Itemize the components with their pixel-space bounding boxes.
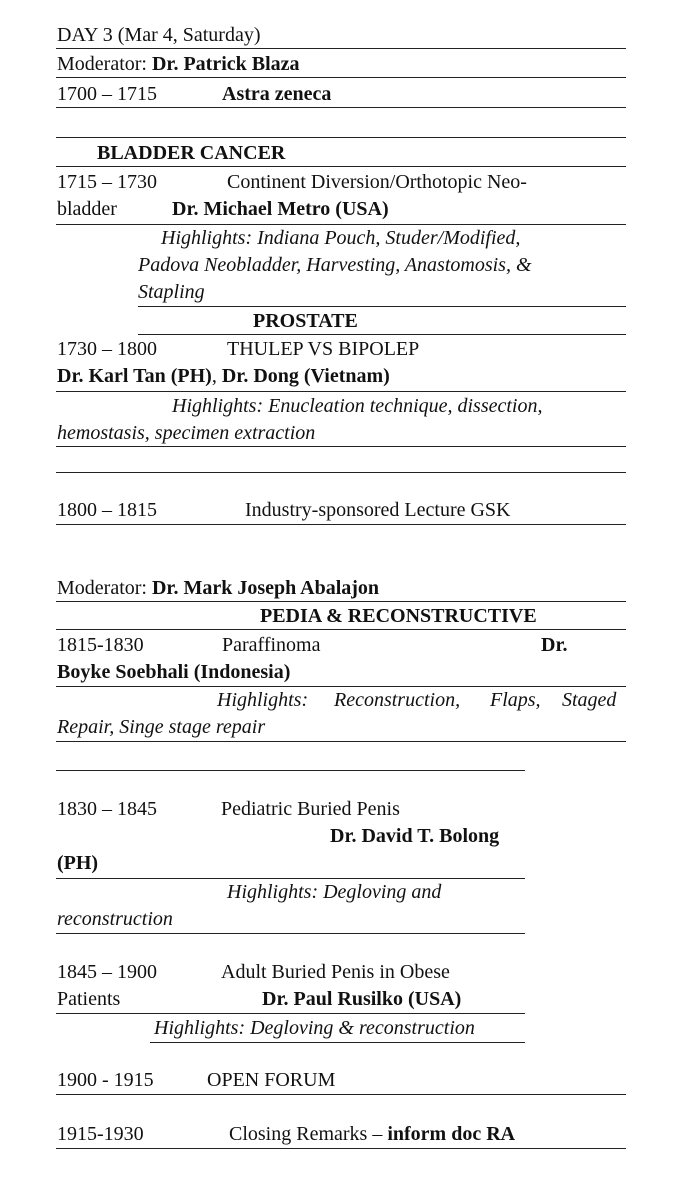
session-title: Paraffinoma <box>222 634 321 656</box>
highlights: Highlights: Degloving & reconstruction <box>154 1017 475 1039</box>
highlights: Repair, Singe stage repair <box>57 716 266 738</box>
session-title: OPEN FORUM <box>207 1069 336 1091</box>
rule <box>56 601 626 602</box>
rule <box>56 1013 525 1014</box>
rule <box>56 1148 626 1149</box>
rule <box>56 472 626 473</box>
highlights: Highlights: Indiana Pouch, Studer/Modified, <box>161 227 521 249</box>
rule <box>138 334 626 335</box>
highlights: Highlights: <box>217 689 309 711</box>
rule <box>56 446 626 447</box>
highlights: Reconstruction, <box>334 689 461 711</box>
session-time: 1830 – 1845 <box>57 798 157 820</box>
session-time: 1730 – 1800 <box>57 338 157 360</box>
speaker: Dr. Paul Rusilko (USA) <box>262 988 462 1010</box>
session-time: 1915-1930 <box>57 1123 144 1145</box>
speaker: Dr. Michael Metro (USA) <box>172 198 389 220</box>
speaker-sep: , <box>211 365 217 387</box>
session-title <box>229 1122 515 1146</box>
session-time: 1815-1830 <box>57 634 144 656</box>
rule <box>56 878 525 879</box>
rule <box>56 770 525 771</box>
highlights: Padova Neobladder, Harvesting, Anastomosis, & <box>138 254 532 276</box>
closing-who: inform doc RA <box>387 1123 516 1145</box>
highlights: Flaps, <box>490 689 541 711</box>
moderator-name: Dr. Patrick Blaza <box>151 53 300 75</box>
session-title: Continent Diversion/Orthotopic Neo- <box>227 171 527 193</box>
highlights: Highlights: Enucleation technique, dissection, <box>172 395 543 417</box>
section-heading-bladder: BLADDER CANCER <box>97 142 286 164</box>
session-time: 1900 - 1915 <box>57 1069 154 1091</box>
rule <box>56 391 626 392</box>
session-title: THULEP VS BIPOLEP <box>227 338 420 360</box>
highlights: Stapling <box>138 281 205 303</box>
section-heading-prostate: PROSTATE <box>253 310 358 332</box>
highlights: reconstruction <box>57 908 173 930</box>
moderator-1 <box>57 52 300 76</box>
closing-title: Closing Remarks – <box>229 1123 383 1145</box>
speaker: Dr. <box>541 634 568 656</box>
rule <box>56 741 626 742</box>
speaker-cont: Boyke Soebhali (Indonesia) <box>57 661 291 683</box>
moderator-label: Moderator: <box>57 53 147 75</box>
moderator-label: Moderator: <box>57 577 147 599</box>
rule <box>56 224 626 225</box>
rule <box>138 306 626 307</box>
speaker: Dr. Dong (Vietnam) <box>221 365 390 387</box>
highlights: hemostasis, specimen extraction <box>57 422 316 444</box>
rule <box>56 166 626 167</box>
speaker-cont: (PH) <box>57 852 99 874</box>
rule <box>56 524 626 525</box>
moderator-name: Dr. Mark Joseph Abalajon <box>151 577 380 599</box>
rule <box>56 77 626 78</box>
day-header: DAY 3 (Mar 4, Saturday) <box>57 24 261 46</box>
session-time: 1715 – 1730 <box>57 171 157 193</box>
rule <box>56 137 626 138</box>
speaker: Dr. Karl Tan (PH) <box>57 365 212 387</box>
rule <box>56 686 626 687</box>
session-title-cont: Patients <box>57 988 121 1010</box>
speakers <box>57 364 390 388</box>
rule <box>56 629 626 630</box>
session-title: Adult Buried Penis in Obese <box>221 961 450 983</box>
section-heading-pedia: PEDIA & RECONSTRUCTIVE <box>260 605 537 627</box>
session-title: Pediatric Buried Penis <box>221 798 400 820</box>
session-title-cont: bladder <box>57 198 117 220</box>
highlights: Staged <box>562 689 617 711</box>
rule <box>56 48 626 49</box>
moderator-2 <box>57 576 379 600</box>
session-time: 1845 – 1900 <box>57 961 157 983</box>
session-title: Industry-sponsored Lecture GSK <box>245 499 511 521</box>
speaker: Dr. David T. Bolong <box>330 825 500 847</box>
rule <box>56 1094 626 1095</box>
session-time: 1700 – 1715 <box>57 83 157 105</box>
session-title: Astra zeneca <box>222 83 332 105</box>
session-time: 1800 – 1815 <box>57 499 157 521</box>
rule <box>56 107 626 108</box>
rule <box>56 933 525 934</box>
rule <box>150 1042 525 1043</box>
highlights: Highlights: Degloving and <box>227 881 442 903</box>
